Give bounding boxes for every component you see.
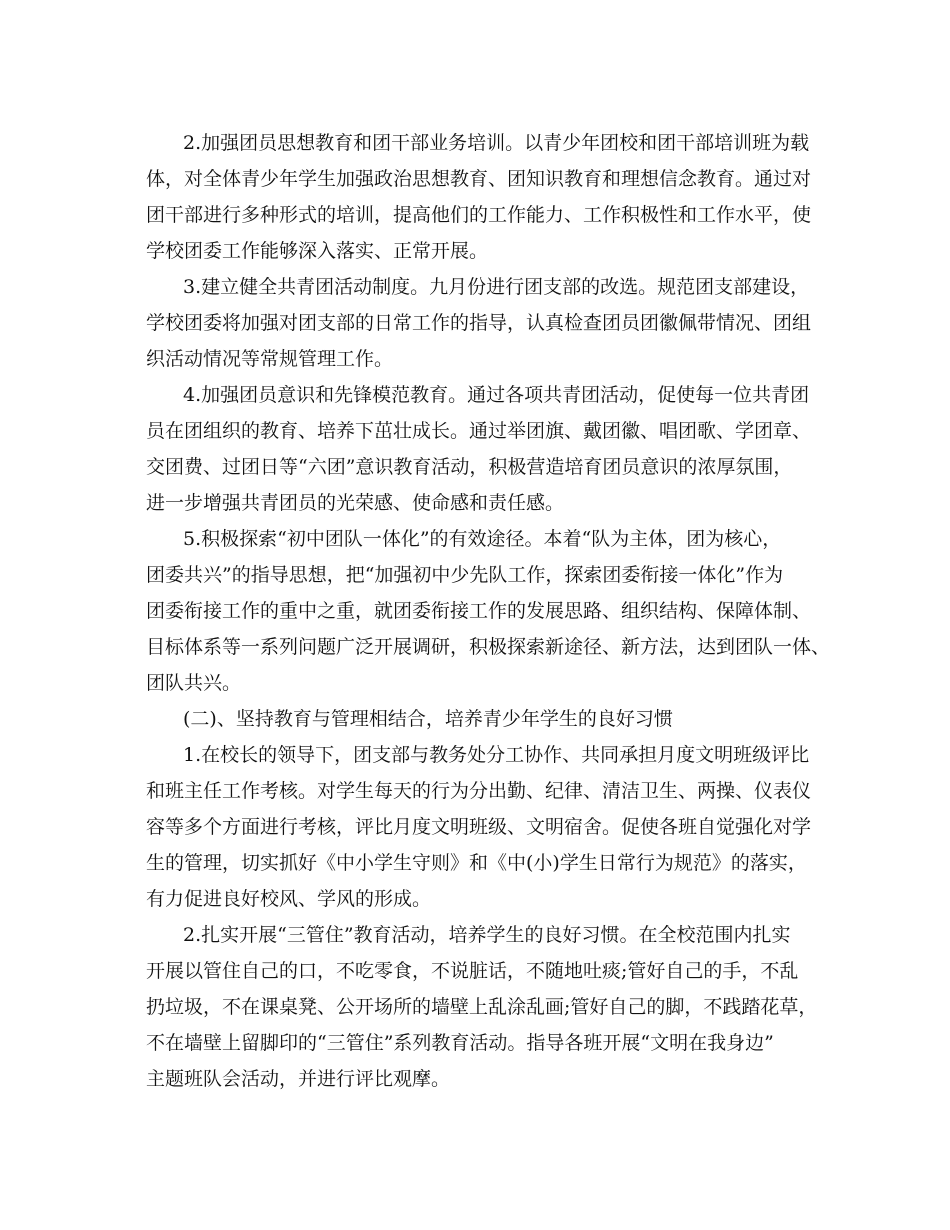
text-line: 开展以管住自己的口，不吃零食，不说脏话，不随地吐痰;管好自己的手，不乱 <box>146 960 799 982</box>
text-line: 团委共兴”的指导思想，把“加强初中少先队工作，探索团委衔接一体化”作为 <box>146 564 784 586</box>
paragraph-1 <box>146 125 826 269</box>
text-line: 进一步增强共青团员的光荣感、使命感和责任感。 <box>146 492 565 514</box>
text-line: 员在团组织的教育、培养下茁壮成长。通过举团旗、戴团徽、唱团歌、学团章、 <box>146 420 812 442</box>
paragraph-5 <box>146 737 826 917</box>
text-line: 有力促进良好校风、学风的形成。 <box>146 888 432 910</box>
paragraph-2 <box>146 269 826 377</box>
text-line: 体，对全体青少年学生加强政治思想教育、团知识教育和理想信念教育。通过对 <box>146 168 812 190</box>
text-line: 1.在校长的领导下，团支部与教务处分工协作、共同承担月度文明班级评比 <box>183 744 810 766</box>
text-line: 2.加强团员思想教育和团干部业务培训。以青少年团校和团干部培训班为载 <box>183 132 810 154</box>
text-line: 扔垃圾，不在课桌凳、公开场所的墙壁上乱涂乱画;管好自己的脚，不践踏花草， <box>146 996 818 1018</box>
text-line: 织活动情况等常规管理工作。 <box>146 348 394 370</box>
text-line: 主题班队会活动，并进行评比观摩。 <box>146 1068 451 1090</box>
section-heading <box>146 701 826 737</box>
text-line: 交团费、过团日等“六团”意识教育活动，积极营造培育团员意识的浓厚氛围， <box>146 456 793 478</box>
text-line: 团委衔接工作的重中之重，就团委衔接工作的发展思路、组织结构、保障体制、 <box>146 600 812 622</box>
text-line: 容等多个方面进行考核，评比月度文明班级、文明宿舍。促使各班自觉强化对学 <box>146 816 812 838</box>
text-line: 团队共兴。 <box>146 672 242 694</box>
text-line: 目标体系等一系列问题广泛开展调研，积极探索新途径、新方法，达到团队一体、 <box>146 636 831 658</box>
paragraph-6 <box>146 917 826 1097</box>
text-line: 团干部进行多种形式的培训，提高他们的工作能力、工作积极性和工作水平，使 <box>146 204 812 226</box>
paragraph-3 <box>146 377 826 521</box>
heading-line: (二)、坚持教育与管理相结合，培养青少年学生的良好习惯 <box>183 708 673 730</box>
text-line: 生的管理，切实抓好《中小学生守则》和《中(小)学生日常行为规范》的落实， <box>146 852 807 874</box>
text-line: 学校团委将加强对团支部的日常工作的指导，认真检查团员团徽佩带情况、团组 <box>146 312 812 334</box>
text-line: 2.扎实开展“三管住”教育活动，培养学生的良好习惯。在全校范围内扎实 <box>183 924 791 946</box>
paragraph-4 <box>146 521 831 701</box>
text-line: 学校团委工作能够深入落实、正常开展。 <box>146 240 489 262</box>
text-line: 4.加强团员意识和先锋模范教育。通过各项共青团活动，促使每一位共青团 <box>183 384 810 406</box>
text-line: 不在墙壁上留脚印的“三管住”系列教育活动。指导各班开展“文明在我身边” <box>146 1032 774 1054</box>
text-line: 和班主任工作考核。对学生每天的行为分出勤、纪律、清洁卫生、两操、仪表仪 <box>146 780 812 802</box>
text-line: 3.建立健全共青团活动制度。九月份进行团支部的改选。规范团支部建设， <box>183 276 810 298</box>
text-line: 5.积极探索“初中团队一体化”的有效途径。本着“队为主体，团为核心， <box>183 528 782 550</box>
